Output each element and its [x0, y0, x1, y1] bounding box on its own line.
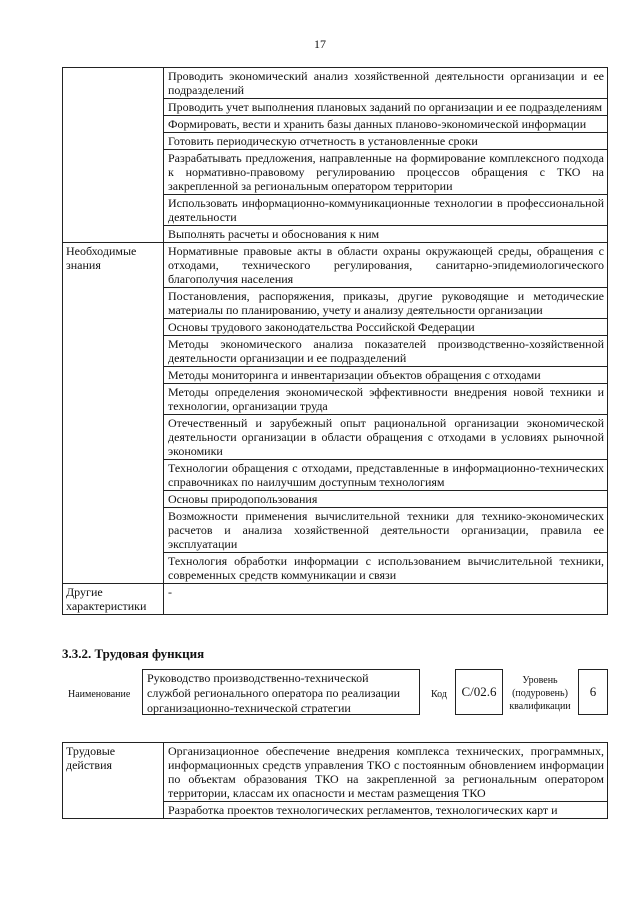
labor-function-header — [0, 669, 640, 719]
function-name-box: Руководство производственно-технической службой регионального оператора по реализации организационно-технической стратегии — [142, 669, 420, 715]
table-row — [63, 243, 608, 288]
page-number: 17 — [314, 37, 326, 51]
table-cell: Нормативные правовые акты в области охраны окружающей среды, обращения с отходами, технического регулирования, санитарно-эпидемиологического благополучия населения — [164, 243, 608, 288]
table-cell: Использовать информационно-коммуникационные технологии в профессиональной деятельности — [164, 195, 608, 226]
table-row — [63, 743, 608, 802]
table-cell: Методы экономического анализа показателей производственно-хозяйственной деятельности организации и ее подразделений — [164, 336, 608, 367]
table-cell: Основы трудового законодательства Российской Федерации — [164, 319, 608, 336]
table-cell: - — [164, 584, 608, 615]
table-cell: Проводить учет выполнения плановых заданий по организации и ее подразделениям — [164, 99, 608, 116]
table-cell: Готовить периодическую отчетность в установленные сроки — [164, 133, 608, 150]
table-cell: Выполнять расчеты и обоснования к ним — [164, 226, 608, 243]
table-cell: Технология обработки информации с использованием вычислительной техники, современных средств коммуникации и связи — [164, 553, 608, 584]
function-code-box: C/02.6 — [455, 669, 503, 715]
table-cell: Методы определения экономической эффективности внедрения новой техники и технологии, организации труда — [164, 384, 608, 415]
table-cell: Разработка проектов технологических регламентов, технологических карт и — [164, 802, 608, 819]
requirements-table — [62, 67, 608, 615]
row-group-label — [63, 68, 164, 243]
table-cell: Отечественный и зарубежный опыт рациональной организации экономической деятельности организации в области обращения с отходами в условиях рыночной экономики — [164, 415, 608, 460]
actions-table — [62, 742, 608, 819]
table-row — [63, 68, 608, 99]
level-value-box: 6 — [578, 669, 608, 715]
table-cell: Проводить экономический анализ хозяйственной деятельности организации и ее подразделений — [164, 68, 608, 99]
section-title: 3.3.2. Трудовая функция — [62, 646, 205, 661]
row-group-label: Другие характеристики — [63, 584, 164, 615]
table-cell: Формировать, вести и хранить базы данных планово-экономической информации — [164, 116, 608, 133]
level-label: Уровень (подуровень) квалификации — [509, 675, 571, 712]
table-cell: Разрабатывать предложения, направленные на формирование комплексного подхода к нормативно-правовому регулированию процессов обращения с ТКО на закрепленной за региональным оператором территории — [164, 150, 608, 195]
code-label: Код — [431, 689, 447, 700]
table-cell: Методы мониторинга и инвентаризации объектов обращения с отходами — [164, 367, 608, 384]
table-cell: Технологии обращения с отходами, представленные в информационно-технических справочниках по наилучшим доступным технологиям — [164, 460, 608, 491]
table-cell: Организационное обеспечение внедрения комплекса технических, программных, информационных средств управления ТКО с постоянным обновлением информации по объектам образования ТКО на закрепленной за региональным оператором территории, классам их опасности и местам размещения ТКО — [164, 743, 608, 802]
table-cell: Основы природопользования — [164, 491, 608, 508]
table-row — [63, 584, 608, 615]
name-label: Наименование — [68, 689, 131, 700]
table-cell: Возможности применения вычислительной техники для технико-экономических расчетов и анализа хозяйственной деятельности организации, правила ее эксплуатации — [164, 508, 608, 553]
row-group-label: Трудовые действия — [63, 743, 164, 819]
row-group-label: Необходимые знания — [63, 243, 164, 584]
table-cell: Постановления, распоряжения, приказы, другие руководящие и методические материалы по планированию, учету и анализу деятельности организации — [164, 288, 608, 319]
